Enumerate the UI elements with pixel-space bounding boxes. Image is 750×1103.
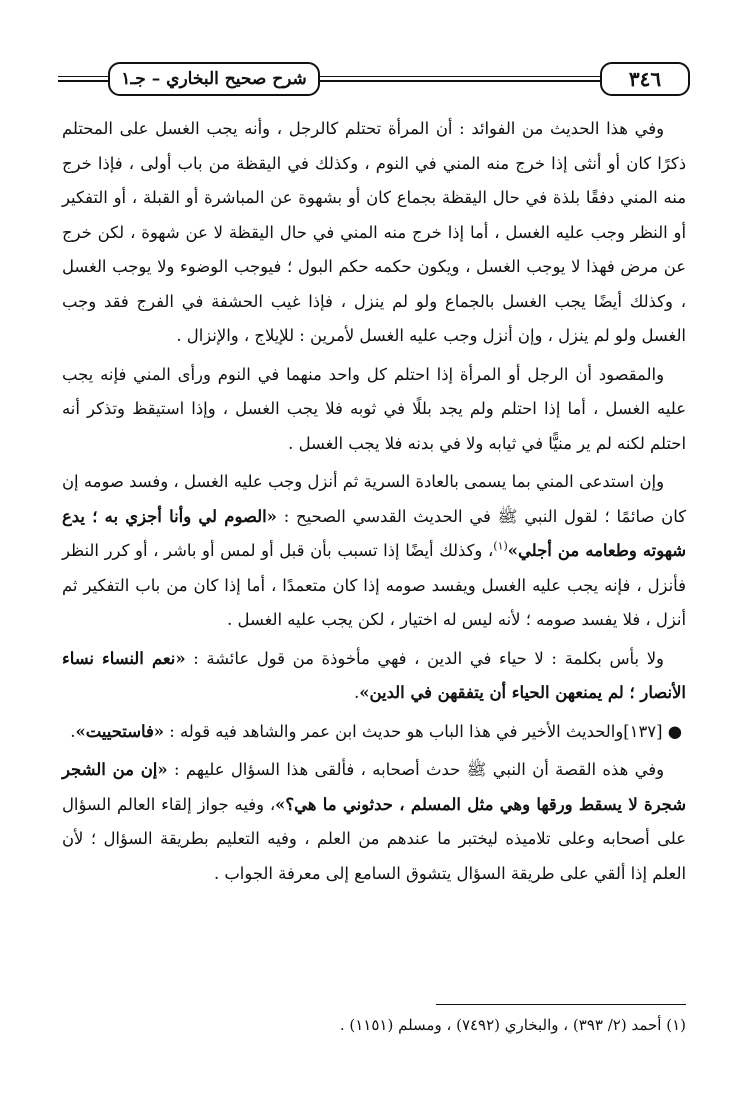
paragraph-text: [١٣٧]والحديث الأخير في هذا الباب هو حديث ابن عمر والشاهد فيه قوله : [164,721,663,741]
footnote: (١) أحمد (٢/ ٣٩٣) ، والبخاري (٧٤٩٢) ، ومسلم (١١٥١) . [339,1016,686,1034]
paragraph-text: . [354,683,360,702]
paragraph [62,715,686,750]
paragraph [62,753,686,891]
hadith-quote: «إن من الشجر شجرة لا يسقط ورقها وهي مثل المسلم ، حدثوني ما هي؟» [62,760,686,814]
paragraph-text: ولا بأس بكلمة : لا حياء في الدين ، فهي مأخوذة من قول عائشة : [185,648,664,668]
paragraph: وفي هذا الحديث من الفوائد : أن المرأة تحتلم كالرجل ، وأنه يجب الغسل على المحتلم ذكرًا كان أو أنثى إذا خرج منه المني في النوم ، وكذلك في اليقظة من باب أولى ، فإذا خرج منه المني دفقًا بلذة في حال اليقظة بجماع كان أو بشهوة عن المباشرة أو القبلة ، أو التفكير أو النظر وجب عليه الغسل ، أما إذا خرج منه المني في حال اليقظة لا عن شهوة ، لكن خرج عن مرض فهذا لا يوجب الغسل ، ويكون حكمه حكم البول ؛ فيوجب الوضوء ولا يوجب الغسل ، وكذلك أيضًا يجب الغسل بالجماع ولو لم ينزل ، فإذا غيب الحشفة في الفرج فقد وجب الغسل ولو لم ينزل ، وإن أنزل وجب عليه الغسل لأمرين : للإيلاج ، والإنزال . [62,119,686,345]
footnote-marker[interactable]: (١) [493,539,508,553]
running-header [58,60,690,96]
book-title: شرح صحيح البخاري – جـ١ [108,62,320,96]
paragraph [62,642,686,711]
main-text [62,112,686,893]
paragraph [62,465,686,638]
page-number: ٣٤٦ [600,62,690,96]
hadith-quote: «فاستحييت» [75,721,165,741]
bullet-icon: ● [667,721,682,741]
paragraph-text: . [70,721,76,741]
paragraph-text: وفي هذه القصة أن النبي ﷺ حدث أصحابه ، فألقى هذا السؤال عليهم : [167,760,664,779]
paragraph-text: ، وكذلك أيضًا إذا تسبب بأن قبل أو لمس أو باشر ، أو كرر النظر فأنزل ، فإنه يجب عليه الغسل ويفسد صومه إذا كان متعمدًا ، أما إذا كان من باب التفكير ثم أنزل ، فلا يفسد صومه ؛ لأنه ليس له اختيار ، لكن يجب عليه الغسل . [62,541,686,629]
paragraph-text: وإن استدعى المني بما يسمى بالعادة السرية ثم أنزل وجب عليه الغسل ، وفسد صومه إن كان صائمًا ؛ لقول النبي ﷺ في الحديث القدسي الصحيح : [62,472,686,526]
paragraph-text: ، وفيه جواز إلقاء العالم السؤال على أصحابه وعلى تلاميذه ليختبر ما عندهم من العلم ، وفيه التعليم بطريقة السؤال ؛ لأن العلم إذا ألقي على طريقة السؤال يتشوق السامع إلى معرفة الجواب . [62,794,686,883]
footnote-divider [436,1004,686,1005]
hadith-quote: «الصوم لي وأنا أجزي به ؛ يدع شهوته وطعامه من أجلي» [62,506,686,560]
hadith-quote: «نعم النساء نساء الأنصار ؛ لم يمنعهن الحياء أن يتفقهن في الدين» [62,648,686,702]
paragraph: والمقصود أن الرجل أو المرأة إذا احتلم كل واحد منهما في النوم ورأى المني فإنه يجب عليه الغسل ، أما إذا احتلم ولم يجد بللًا في ثوبه فلا يجب الغسل ، وإذا استيقظ وتذكر أنه احتلم لكنه لم ير منيًّا في ثيابه ولا في بدنه فلا يجب الغسل . [62,364,686,453]
